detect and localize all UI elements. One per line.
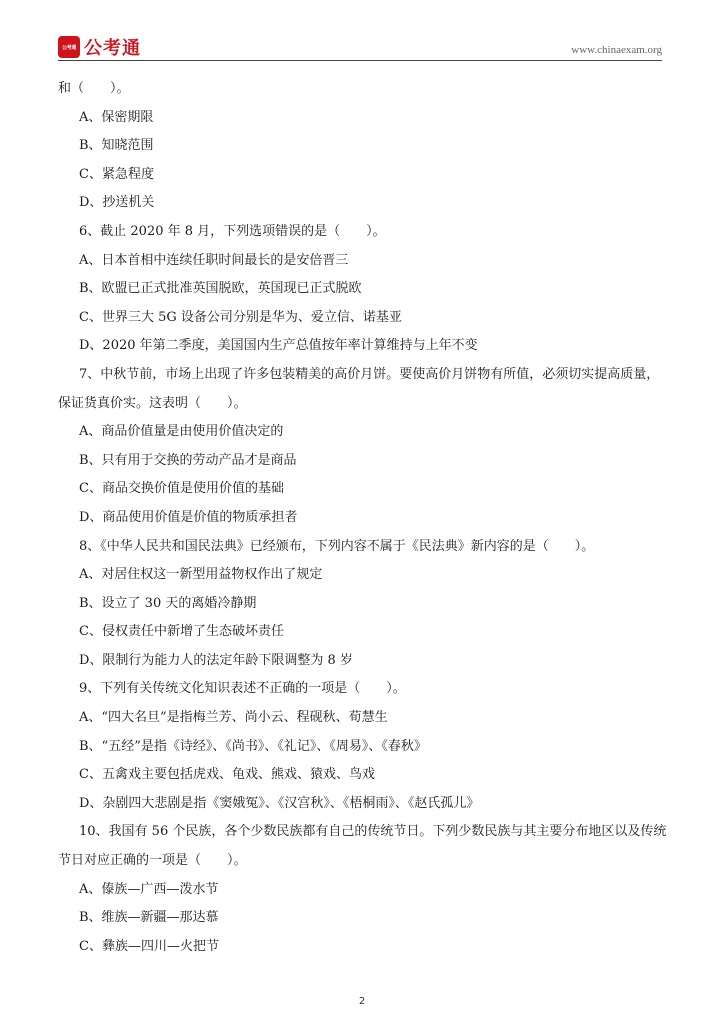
brand-logo [58,34,141,60]
question-text: 9、下列有关传统文化知识表述不正确的一项是（ ）。 [79,681,406,697]
answer-option: D、2020 年第二季度，美国国内生产总值按年率计算维持与上年不变 [79,338,478,354]
answer-option: A、对居住权这一新型用益物权作出了规定 [79,567,323,583]
answer-option: C、商品交换价值是使用价值的基础 [79,481,284,497]
logo-mark-text: 公考通 [61,44,77,51]
answer-option: B、设立了 30 天的离婚冷静期 [79,595,257,611]
answer-option: B、维族—新疆—那达慕 [79,910,219,926]
answer-option: D、限制行为能力人的法定年龄下限调整为 8 岁 [79,652,353,668]
answer-option: D、杂剧四大悲剧是指《窦娥冤》、《汉宫秋》、《梧桐雨》、《赵氏孤儿》 [79,795,480,811]
answer-option: B、“五经”是指《诗经》、《尚书》、《礼记》、《周易》、《春秋》 [79,738,427,754]
answer-option: B、知晓范围 [79,138,154,154]
answer-option: C、彝族—四川—火把节 [79,938,219,954]
answer-option: C、侵权责任中新增了生态破坏责任 [79,624,284,640]
answer-option: A、保密期限 [79,109,154,125]
answer-option: C、紧急程度 [79,166,154,182]
logo-icon [58,36,80,58]
page-number: 2 [358,996,366,1007]
answer-option: B、欧盟已正式批准英国脱欧，英国现已正式脱欧 [79,281,362,297]
question-text: 10、我国有 56 个民族，各个少数民族都有自己的传统节日。下列少数民族与其主要分布地区以及传统节日对应正确的一项是（ ）。 [58,824,667,869]
answer-option: C、五禽戏主要包括虎戏、龟戏、熊戏、猿戏、鸟戏 [79,767,375,783]
answer-option: D、商品使用价值是价值的物质承担者 [79,509,298,525]
answer-option: A、“四大名旦”是指梅兰芳、尚小云、程砚秋、荀慧生 [79,710,388,726]
site-url: www.chinaexam.org [571,44,662,56]
answer-option: B、只有用于交换的劳动产品才是商品 [79,452,297,468]
answer-option: C、世界三大 5G 设备公司分别是华为、爱立信、诺基亚 [79,309,402,325]
answer-option: A、傣族—广西—泼水节 [79,881,219,897]
logo-name: 公考通 [84,38,141,59]
answer-option: D、抄送机关 [79,195,155,211]
header-divider [58,60,662,61]
answer-option: A、商品价值量是由使用价值决定的 [79,424,284,440]
question-text: 7、中秋节前，市场上出现了许多包装精美的高价月饼。要使高价月饼物有所值，必须切实提高质量，保证货真价实。这表明（ ）。 [58,366,660,411]
question-text: 8、《中华人民共和国民法典》已经颁布，下列内容不属于《民法典》新内容的是（ ）。 [79,538,595,554]
page-header [58,34,662,60]
answer-option: A、日本首相中连续任职时间最长的是安倍晋三 [79,252,349,268]
document-body [58,75,668,961]
question-text: 6、截止 2020 年 8 月，下列选项错误的是（ ）。 [79,223,386,239]
continued-text: 和（ ）。 [58,81,130,96]
